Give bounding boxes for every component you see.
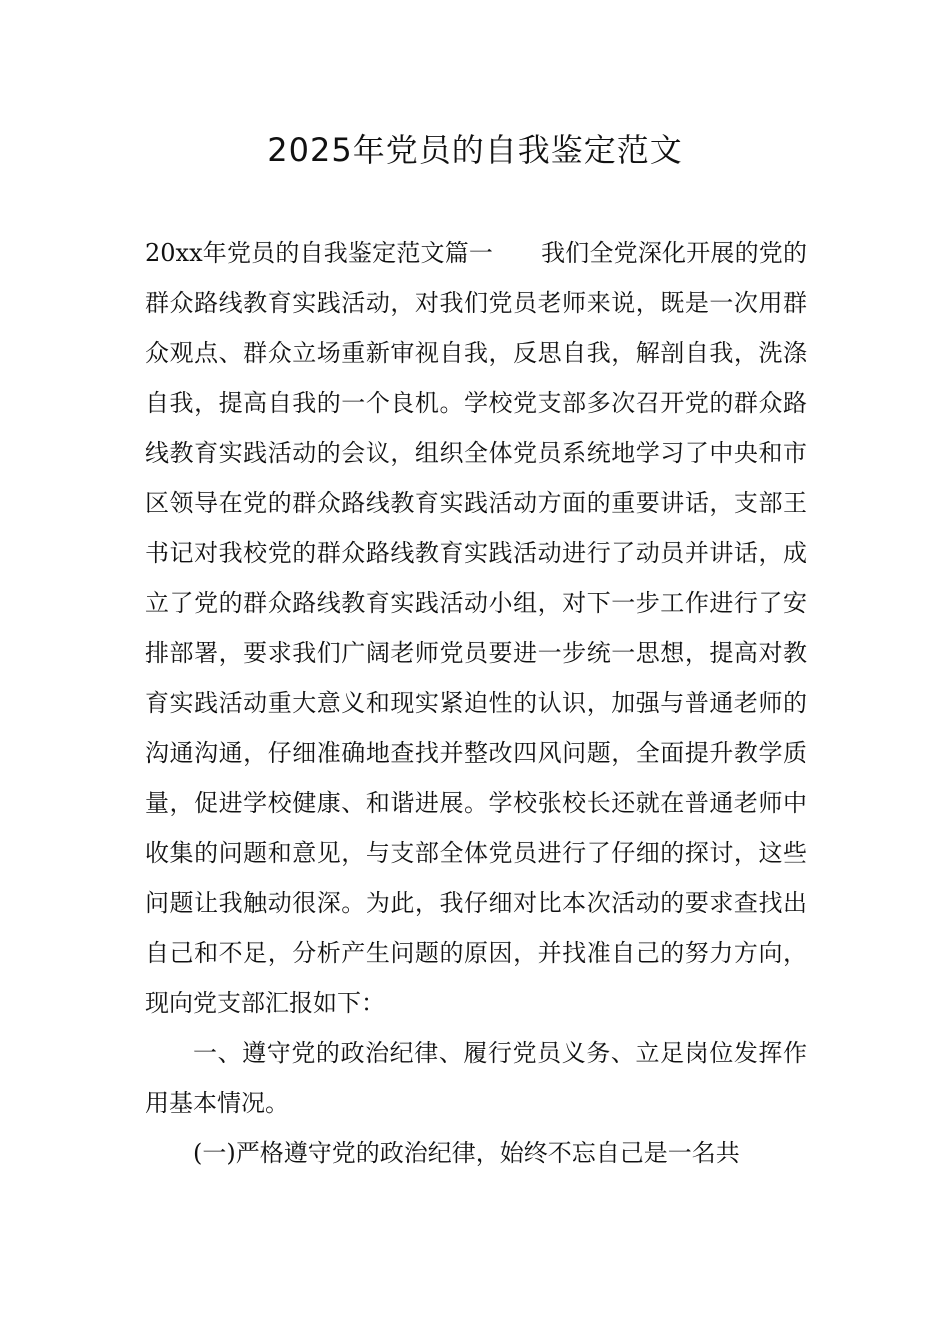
section-label: 20xx年党员的自我鉴定范文篇一 bbox=[145, 239, 494, 267]
paragraph-text: 我们全党深化开展的党的群众路线教育实践活动，对我们党员老师来说，既是一次用群众观点、群众立场重新审视自我，反思自我，解剖自我，洗涤自我，提高自我的一个良机。学校党支部多次召开党的群众路线教育实践活动的会议，组织全体党员系统地学习了中央和市区领导在党的群众路线教育实践活动方面的重要讲话，支部王书记对我校党的群众路线教育实践活动进行了动员并讲话，成立了党的群众路线教育实践活动小组，对下一步工作进行了安排部署，要求我们广阔老师党员要进一步统一思想，提高对教育实践活动重大意义和现实紧迫性的认识，加强与普通老师的沟通沟通，仔细准确地查找并整改四风问题，全面提升教学质量，促进学校健康、和谐进展。学校张校长还就在普通老师中收集的问题和意见，与支部全体党员进行了仔细的探讨，这些问题让我触动很深。为此，我仔细对比本次活动的要求查找出自己和不足，分析产生问题的原因，并找准自己的努力方向，现向党支部汇报如下： bbox=[145, 239, 808, 1017]
sub-paragraph: (一)严格遵守党的政治纪律，始终不忘自己是一名共 bbox=[193, 1139, 740, 1167]
document-title: 2025年党员的自我鉴定范文 bbox=[267, 131, 683, 169]
section-heading: 一、遵守党的政治纪律、履行党员义务、立足岗位发挥作用基本情况。 bbox=[145, 1039, 807, 1117]
intro-paragraph bbox=[145, 228, 807, 1028]
document-body bbox=[145, 228, 807, 1178]
